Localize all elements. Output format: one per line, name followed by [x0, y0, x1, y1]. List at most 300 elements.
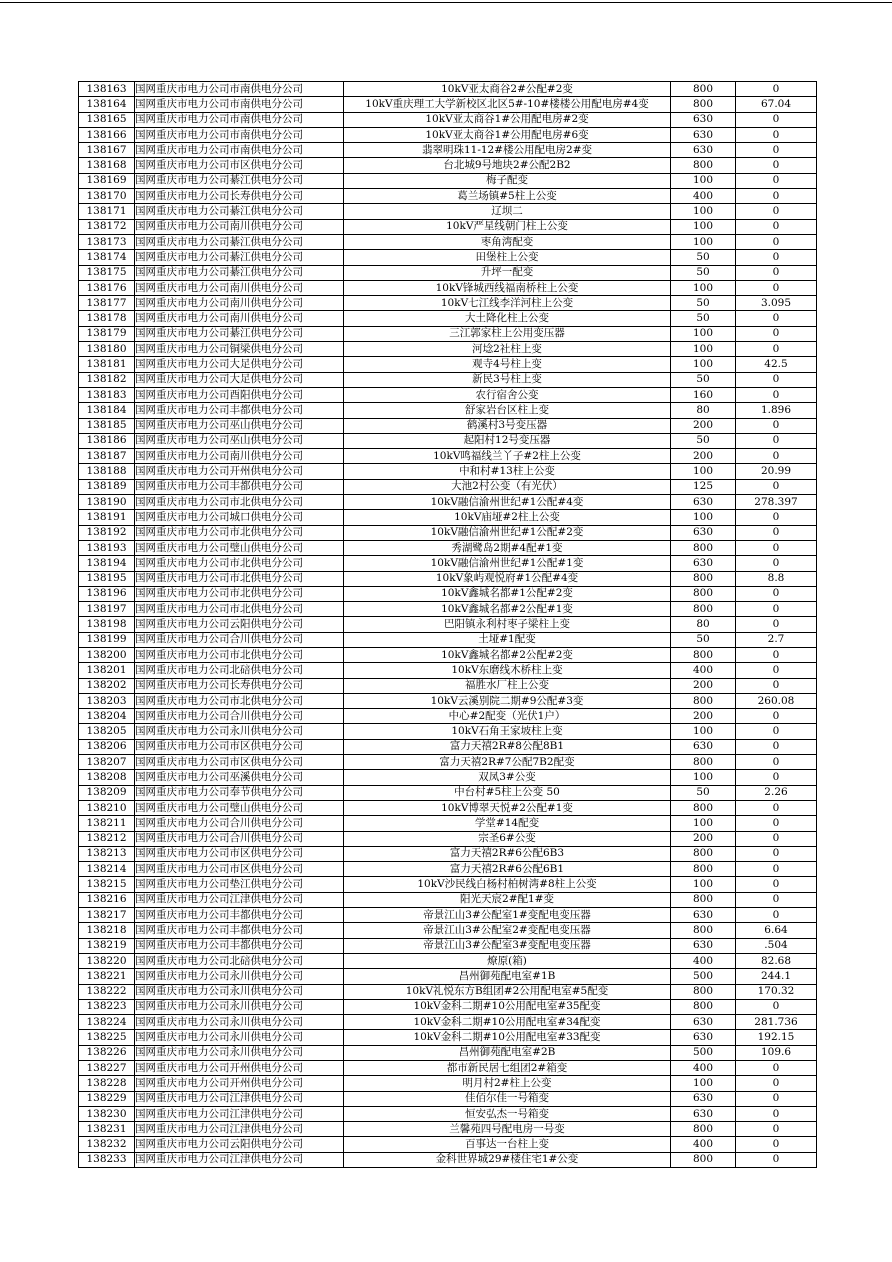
row-id-cell: 138173	[79, 234, 135, 249]
capacity-cell: 800	[671, 923, 736, 938]
row-id-cell: 138229	[79, 1091, 135, 1106]
table-row	[79, 923, 817, 938]
company-cell: 国网重庆市电力公司永川供电分公司	[135, 1030, 344, 1045]
row-id-cell: 138191	[79, 510, 135, 525]
table-row	[79, 173, 817, 188]
table-row	[79, 984, 817, 999]
transformer-name-cell: 昌州御苑配电室#2B	[344, 1045, 671, 1060]
company-cell: 国网重庆市电力公司开州供电分公司	[135, 1061, 344, 1076]
table-row	[79, 82, 817, 97]
row-id-cell: 138184	[79, 403, 135, 418]
value-cell: 0	[736, 709, 817, 724]
table-row	[79, 800, 817, 815]
row-id-cell: 138215	[79, 877, 135, 892]
row-id-cell: 138220	[79, 953, 135, 968]
transformer-name-cell: 10kV金科二期#10公用配电室#35配变	[344, 999, 671, 1014]
row-id-cell: 138205	[79, 724, 135, 739]
value-cell: 0	[736, 479, 817, 494]
transformer-name-cell: 10kV金科二期#10公用配电室#33配变	[344, 1030, 671, 1045]
capacity-cell: 800	[671, 571, 736, 586]
row-id-cell: 138192	[79, 525, 135, 540]
table-row	[79, 709, 817, 724]
value-cell: 244.1	[736, 969, 817, 984]
capacity-cell: 100	[671, 173, 736, 188]
row-id-cell: 138175	[79, 265, 135, 280]
company-cell: 国网重庆市电力公司市南供电分公司	[135, 82, 344, 97]
transformer-name-cell: 燎原(箱)	[344, 953, 671, 968]
company-cell: 国网重庆市电力公司璧山供电分公司	[135, 800, 344, 815]
value-cell: 0	[736, 678, 817, 693]
capacity-cell: 400	[671, 1137, 736, 1152]
row-id-cell: 138218	[79, 923, 135, 938]
value-cell: 0	[736, 862, 817, 877]
table-row	[79, 296, 817, 311]
company-cell: 国网重庆市电力公司市北供电分公司	[135, 693, 344, 708]
table-row	[79, 908, 817, 923]
row-id-cell: 138224	[79, 1015, 135, 1030]
table-row	[79, 678, 817, 693]
transformer-name-cell: 葛兰场镇#5柱上公变	[344, 189, 671, 204]
company-cell: 国网重庆市电力公司巫山供电分公司	[135, 433, 344, 448]
value-cell: 0	[736, 372, 817, 387]
transformer-name-cell: 起阳村12号变压器	[344, 433, 671, 448]
table-row	[79, 877, 817, 892]
row-id-cell: 138197	[79, 602, 135, 617]
row-id-cell: 138172	[79, 219, 135, 234]
capacity-cell: 630	[671, 143, 736, 158]
value-cell: 0	[736, 250, 817, 265]
capacity-cell: 50	[671, 250, 736, 265]
transformer-name-cell: 宗圣6#公变	[344, 831, 671, 846]
row-id-cell: 138178	[79, 311, 135, 326]
transformer-name-cell: 鹤溪村3号变压器	[344, 418, 671, 433]
capacity-cell: 50	[671, 311, 736, 326]
table-row	[79, 540, 817, 555]
row-id-cell: 138193	[79, 540, 135, 555]
transformer-name-cell: 台北城9号地块2#公配2B2	[344, 158, 671, 173]
table-row	[79, 234, 817, 249]
company-cell: 国网重庆市电力公司市南供电分公司	[135, 97, 344, 112]
transformer-name-cell: 佳佰尔佳一号箱变	[344, 1091, 671, 1106]
table-row	[79, 510, 817, 525]
company-cell: 国网重庆市电力公司市区供电分公司	[135, 158, 344, 173]
transformer-name-cell: 翡翠明珠11-12#楼公用配电房2#变	[344, 143, 671, 158]
company-cell: 国网重庆市电力公司云阳供电分公司	[135, 617, 344, 632]
row-id-cell: 138232	[79, 1137, 135, 1152]
transformer-name-cell: 10kV融信渝州世纪#1公配#4变	[344, 495, 671, 510]
table-row	[79, 204, 817, 219]
table-row	[79, 770, 817, 785]
table-row	[79, 663, 817, 678]
row-id-cell: 138183	[79, 387, 135, 402]
capacity-cell: 630	[671, 556, 736, 571]
transformer-name-cell: 恒安弘杰一号箱变	[344, 1106, 671, 1121]
capacity-cell: 630	[671, 112, 736, 127]
row-id-cell: 138169	[79, 173, 135, 188]
capacity-cell: 800	[671, 999, 736, 1014]
transformer-name-cell: 10kV亚太商谷1#公用配电房#6变	[344, 127, 671, 142]
capacity-cell: 100	[671, 1076, 736, 1091]
company-cell: 国网重庆市电力公司市区供电分公司	[135, 862, 344, 877]
value-cell: 0	[736, 525, 817, 540]
value-cell: 0	[736, 877, 817, 892]
capacity-cell: 50	[671, 632, 736, 647]
table-row	[79, 816, 817, 831]
transformer-name-cell: 明月村2#柱上公变	[344, 1076, 671, 1091]
table-row	[79, 219, 817, 234]
row-id-cell: 138231	[79, 1122, 135, 1137]
transformer-name-cell: 田堡柱上公变	[344, 250, 671, 265]
capacity-cell: 100	[671, 342, 736, 357]
value-cell: 0	[736, 204, 817, 219]
capacity-cell: 400	[671, 663, 736, 678]
value-cell: 0	[736, 816, 817, 831]
value-cell: 0	[736, 418, 817, 433]
value-cell: 0	[736, 1122, 817, 1137]
table-row	[79, 342, 817, 357]
capacity-cell: 50	[671, 785, 736, 800]
table-row	[79, 1076, 817, 1091]
transformer-name-cell: 福胜水厂柱上公变	[344, 678, 671, 693]
value-cell: 0	[736, 342, 817, 357]
capacity-cell: 50	[671, 296, 736, 311]
capacity-cell: 800	[671, 862, 736, 877]
company-cell: 国网重庆市电力公司云阳供电分公司	[135, 1137, 344, 1152]
table-row	[79, 571, 817, 586]
table-row	[79, 372, 817, 387]
table-row	[79, 127, 817, 142]
capacity-cell: 800	[671, 158, 736, 173]
capacity-cell: 80	[671, 617, 736, 632]
company-cell: 国网重庆市电力公司城口供电分公司	[135, 510, 344, 525]
company-cell: 国网重庆市电力公司南川供电分公司	[135, 296, 344, 311]
value-cell: 0	[736, 1137, 817, 1152]
value-cell: 0	[736, 663, 817, 678]
company-cell: 国网重庆市电力公司丰都供电分公司	[135, 938, 344, 953]
company-cell: 国网重庆市电力公司丰都供电分公司	[135, 403, 344, 418]
company-cell: 国网重庆市电力公司江津供电分公司	[135, 1152, 344, 1167]
capacity-cell: 630	[671, 525, 736, 540]
transformer-name-cell: 双凤3#公变	[344, 770, 671, 785]
table-row	[79, 1137, 817, 1152]
value-cell: 0	[736, 770, 817, 785]
transformer-name-cell: 10kV象屿观悦府#1公配#4变	[344, 571, 671, 586]
transformer-name-cell: 10kV鑫城名都#1公配#2变	[344, 586, 671, 601]
value-cell: 0	[736, 1152, 817, 1167]
value-cell: 0	[736, 173, 817, 188]
capacity-cell: 100	[671, 219, 736, 234]
table-row	[79, 1045, 817, 1060]
value-cell: 0	[736, 234, 817, 249]
company-cell: 国网重庆市电力公司綦江供电分公司	[135, 250, 344, 265]
company-cell: 国网重庆市电力公司市区供电分公司	[135, 846, 344, 861]
company-cell: 国网重庆市电力公司永川供电分公司	[135, 1015, 344, 1030]
company-cell: 国网重庆市电力公司大足供电分公司	[135, 372, 344, 387]
row-id-cell: 138212	[79, 831, 135, 846]
row-id-cell: 138201	[79, 663, 135, 678]
transformer-name-cell: 帝景江山3#公配室2#变配电变压器	[344, 923, 671, 938]
transformer-name-cell: 10kV石角王家坡柱上变	[344, 724, 671, 739]
table-row	[79, 556, 817, 571]
company-cell: 国网重庆市电力公司合川供电分公司	[135, 831, 344, 846]
value-cell: 0	[736, 280, 817, 295]
transformer-name-cell: 10kV云溪别院二期#9公配#3变	[344, 693, 671, 708]
table-row	[79, 97, 817, 112]
company-cell: 国网重庆市电力公司市南供电分公司	[135, 143, 344, 158]
company-cell: 国网重庆市电力公司开州供电分公司	[135, 1076, 344, 1091]
value-cell: 0	[736, 739, 817, 754]
company-cell: 国网重庆市电力公司綦江供电分公司	[135, 234, 344, 249]
transformer-name-cell: 10kV七江线李洋河柱上公变	[344, 296, 671, 311]
transformer-name-cell: 10kV鸣福线兰丫子#2柱上公变	[344, 449, 671, 464]
table-row	[79, 387, 817, 402]
transformer-name-cell: 富力天禧2R#6公配6B3	[344, 846, 671, 861]
capacity-cell: 400	[671, 189, 736, 204]
row-id-cell: 138199	[79, 632, 135, 647]
company-cell: 国网重庆市电力公司璧山供电分公司	[135, 540, 344, 555]
transformer-name-cell: 升坪一配变	[344, 265, 671, 280]
capacity-cell: 100	[671, 204, 736, 219]
capacity-cell: 100	[671, 724, 736, 739]
value-cell: 2.7	[736, 632, 817, 647]
transformer-name-cell: 阳光天宸2#配1#变	[344, 892, 671, 907]
capacity-cell: 800	[671, 984, 736, 999]
row-id-cell: 138168	[79, 158, 135, 173]
row-id-cell: 138181	[79, 357, 135, 372]
company-cell: 国网重庆市电力公司长寿供电分公司	[135, 678, 344, 693]
transformer-name-cell: 10kV亚太商谷2#公配#2变	[344, 82, 671, 97]
capacity-cell: 50	[671, 433, 736, 448]
row-id-cell: 138225	[79, 1030, 135, 1045]
table-row	[79, 1152, 817, 1167]
capacity-cell: 200	[671, 831, 736, 846]
capacity-cell: 100	[671, 770, 736, 785]
transformer-name-cell: 10kV鑫城名都#2公配#2变	[344, 647, 671, 662]
company-cell: 国网重庆市电力公司市区供电分公司	[135, 739, 344, 754]
capacity-cell: 100	[671, 326, 736, 341]
table-row	[79, 525, 817, 540]
transformer-name-cell: 中心#2配变（光伏1户）	[344, 709, 671, 724]
row-id-cell: 138196	[79, 586, 135, 601]
table-row	[79, 586, 817, 601]
company-cell: 国网重庆市电力公司永川供电分公司	[135, 999, 344, 1014]
company-cell: 国网重庆市电力公司市南供电分公司	[135, 112, 344, 127]
value-cell: 0	[736, 127, 817, 142]
capacity-cell: 630	[671, 1030, 736, 1045]
company-cell: 国网重庆市电力公司巫山供电分公司	[135, 418, 344, 433]
table-row	[79, 189, 817, 204]
company-cell: 国网重庆市电力公司南川供电分公司	[135, 219, 344, 234]
value-cell: .504	[736, 938, 817, 953]
value-cell: 6.64	[736, 923, 817, 938]
capacity-cell: 800	[671, 586, 736, 601]
value-cell: 20.99	[736, 464, 817, 479]
company-cell: 国网重庆市电力公司永川供电分公司	[135, 1045, 344, 1060]
value-cell: 0	[736, 311, 817, 326]
transformer-name-cell: 巴阳镇永利村枣子梁柱上变	[344, 617, 671, 632]
transformer-name-cell: 金科世界城29#楼住宅1#公变	[344, 1152, 671, 1167]
transformer-table-body	[79, 82, 817, 1168]
row-id-cell: 138230	[79, 1106, 135, 1121]
capacity-cell: 800	[671, 892, 736, 907]
value-cell: 0	[736, 433, 817, 448]
row-id-cell: 138227	[79, 1061, 135, 1076]
value-cell: 0	[736, 831, 817, 846]
value-cell: 0	[736, 449, 817, 464]
row-id-cell: 138208	[79, 770, 135, 785]
row-id-cell: 138206	[79, 739, 135, 754]
value-cell: 0	[736, 112, 817, 127]
table-row	[79, 326, 817, 341]
transformer-name-cell: 土垭#1配变	[344, 632, 671, 647]
capacity-cell: 100	[671, 510, 736, 525]
transformer-name-cell: 10kV金科二期#10公用配电室#34配变	[344, 1015, 671, 1030]
company-cell: 国网重庆市电力公司北碚供电分公司	[135, 953, 344, 968]
table-row	[79, 953, 817, 968]
transformer-name-cell: 10kV融信渝州世纪#1公配#1变	[344, 556, 671, 571]
transformer-name-cell: 10kV庙垭#2柱上公变	[344, 510, 671, 525]
value-cell: 0	[736, 1076, 817, 1091]
transformer-name-cell: 学堂#14配变	[344, 816, 671, 831]
capacity-cell: 400	[671, 953, 736, 968]
value-cell: 42.5	[736, 357, 817, 372]
capacity-cell: 500	[671, 969, 736, 984]
capacity-cell: 630	[671, 739, 736, 754]
table-row	[79, 739, 817, 754]
company-cell: 国网重庆市电力公司巫溪供电分公司	[135, 770, 344, 785]
capacity-cell: 800	[671, 693, 736, 708]
row-id-cell: 138189	[79, 479, 135, 494]
value-cell: 0	[736, 510, 817, 525]
capacity-cell: 800	[671, 1122, 736, 1137]
row-id-cell: 138198	[79, 617, 135, 632]
transformer-name-cell: 秀湖鹭岛2期#4配#1变	[344, 540, 671, 555]
capacity-cell: 80	[671, 403, 736, 418]
capacity-cell: 100	[671, 357, 736, 372]
table-row	[79, 602, 817, 617]
value-cell: 0	[736, 219, 817, 234]
row-id-cell: 138170	[79, 189, 135, 204]
company-cell: 国网重庆市电力公司綦江供电分公司	[135, 265, 344, 280]
company-cell: 国网重庆市电力公司丰都供电分公司	[135, 908, 344, 923]
row-id-cell: 138188	[79, 464, 135, 479]
value-cell: 3.095	[736, 296, 817, 311]
table-row	[79, 862, 817, 877]
transformer-name-cell: 帝景江山3#公配室3#变配电变压器	[344, 938, 671, 953]
capacity-cell: 100	[671, 280, 736, 295]
value-cell: 0	[736, 892, 817, 907]
transformer-name-cell: 帝景江山3#公配室1#变配电变压器	[344, 908, 671, 923]
transformer-name-cell: 10kV东磨线木桥柱上变	[344, 663, 671, 678]
transformer-name-cell: 10kV锋城西线福南桥柱上公变	[344, 280, 671, 295]
table-row	[79, 693, 817, 708]
row-id-cell: 138203	[79, 693, 135, 708]
company-cell: 国网重庆市电力公司开州供电分公司	[135, 464, 344, 479]
value-cell: 0	[736, 617, 817, 632]
capacity-cell: 630	[671, 127, 736, 142]
company-cell: 国网重庆市电力公司合川供电分公司	[135, 709, 344, 724]
transformer-name-cell: 富力天禧2R#8公配8B1	[344, 739, 671, 754]
company-cell: 国网重庆市电力公司市北供电分公司	[135, 647, 344, 662]
value-cell: 109.6	[736, 1045, 817, 1060]
value-cell: 0	[736, 1061, 817, 1076]
capacity-cell: 630	[671, 938, 736, 953]
row-id-cell: 138204	[79, 709, 135, 724]
company-cell: 国网重庆市电力公司酉阳供电分公司	[135, 387, 344, 402]
capacity-cell: 100	[671, 464, 736, 479]
company-cell: 国网重庆市电力公司南川供电分公司	[135, 280, 344, 295]
value-cell: 0	[736, 724, 817, 739]
value-cell: 0	[736, 189, 817, 204]
row-id-cell: 138216	[79, 892, 135, 907]
transformer-name-cell: 中和村#13柱上公变	[344, 464, 671, 479]
table-row	[79, 403, 817, 418]
value-cell: 0	[736, 1106, 817, 1121]
transformer-name-cell: 大土降化柱上公变	[344, 311, 671, 326]
capacity-cell: 800	[671, 800, 736, 815]
row-id-cell: 138194	[79, 556, 135, 571]
capacity-cell: 200	[671, 709, 736, 724]
table-row	[79, 647, 817, 662]
table-row	[79, 357, 817, 372]
company-cell: 国网重庆市电力公司丰都供电分公司	[135, 479, 344, 494]
table-row	[79, 1061, 817, 1076]
row-id-cell: 138228	[79, 1076, 135, 1091]
row-id-cell: 138167	[79, 143, 135, 158]
company-cell: 国网重庆市电力公司北碚供电分公司	[135, 663, 344, 678]
row-id-cell: 138163	[79, 82, 135, 97]
company-cell: 国网重庆市电力公司江津供电分公司	[135, 1091, 344, 1106]
row-id-cell: 138214	[79, 862, 135, 877]
company-cell: 国网重庆市电力公司綦江供电分公司	[135, 173, 344, 188]
company-cell: 国网重庆市电力公司市北供电分公司	[135, 525, 344, 540]
company-cell: 国网重庆市电力公司綦江供电分公司	[135, 204, 344, 219]
row-id-cell: 138217	[79, 908, 135, 923]
transformer-name-cell: 10kV亚太商谷1#公用配电房#2变	[344, 112, 671, 127]
company-cell: 国网重庆市电力公司市南供电分公司	[135, 127, 344, 142]
company-cell: 国网重庆市电力公司南川供电分公司	[135, 449, 344, 464]
value-cell: 0	[736, 556, 817, 571]
company-cell: 国网重庆市电力公司市区供电分公司	[135, 755, 344, 770]
row-id-cell: 138179	[79, 326, 135, 341]
row-id-cell: 138213	[79, 846, 135, 861]
value-cell: 1.896	[736, 403, 817, 418]
capacity-cell: 800	[671, 755, 736, 770]
row-id-cell: 138233	[79, 1152, 135, 1167]
value-cell: 0	[736, 158, 817, 173]
company-cell: 国网重庆市电力公司长寿供电分公司	[135, 189, 344, 204]
capacity-cell: 630	[671, 1091, 736, 1106]
table-row	[79, 1091, 817, 1106]
table-row	[79, 112, 817, 127]
transformer-name-cell: 10kV博翠天悦#2公配#1变	[344, 800, 671, 815]
capacity-cell: 800	[671, 1152, 736, 1167]
value-cell: 278.397	[736, 495, 817, 510]
company-cell: 国网重庆市电力公司奉节供电分公司	[135, 785, 344, 800]
company-cell: 国网重庆市电力公司合川供电分公司	[135, 632, 344, 647]
capacity-cell: 160	[671, 387, 736, 402]
capacity-cell: 100	[671, 234, 736, 249]
table-row	[79, 280, 817, 295]
value-cell: 0	[736, 143, 817, 158]
row-id-cell: 138223	[79, 999, 135, 1014]
page-top-rule	[0, 2, 892, 3]
row-id-cell: 138164	[79, 97, 135, 112]
row-id-cell: 138210	[79, 800, 135, 815]
company-cell: 国网重庆市电力公司市北供电分公司	[135, 495, 344, 510]
table-row	[79, 785, 817, 800]
company-cell: 国网重庆市电力公司市北供电分公司	[135, 571, 344, 586]
